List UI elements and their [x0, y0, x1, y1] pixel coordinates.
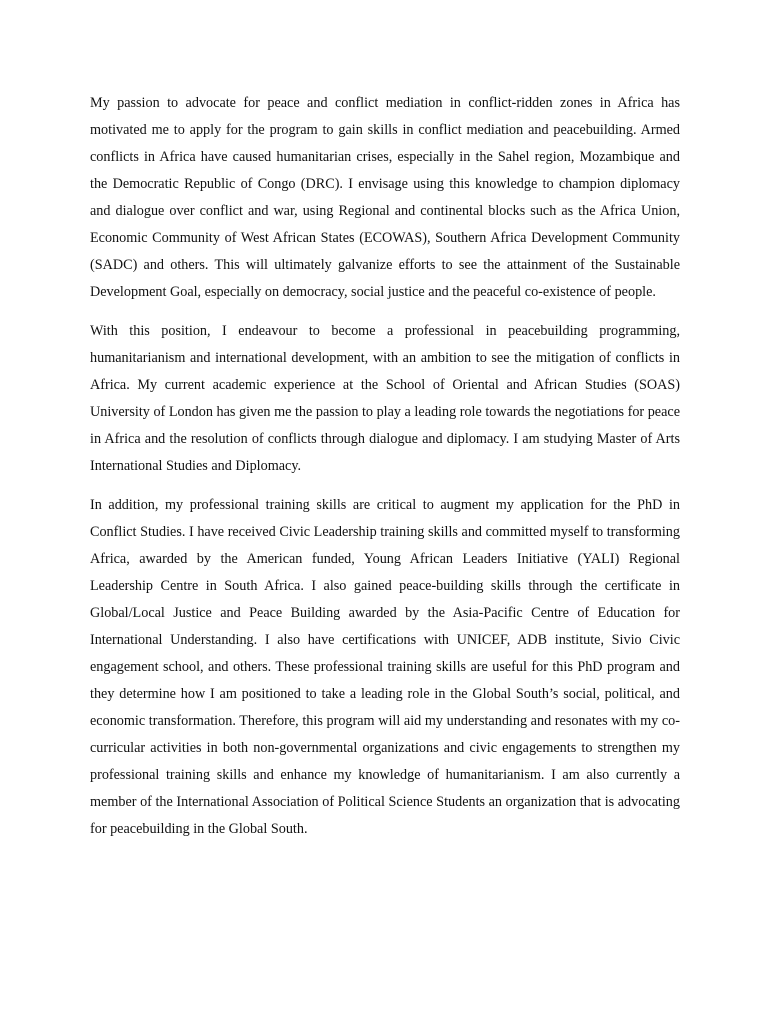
paragraph-motivation: My passion to advocate for peace and conflict mediation in conflict-ridden zones in Africa has motivated me to apply for the program to gain skills in conflict mediation and peacebuilding. Armed conflicts in Africa have caused humanitarian crises, especially in the Sahel region, Mozambique and the Democratic Republic of Congo (DRC). I envisage using this knowledge to champion diplomacy and dialogue over conflict and war, using Regional and continental blocks such as the Africa Union, Economic Community of West African States (ECOWAS), Southern Africa Development Community (SADC) and others. This will ultimately galvanize efforts to see the attainment of the Sustainable Development Goal, especially on democracy, social justice and the peaceful co-existence of people.	[90, 95, 680, 300]
paragraph-training-skills: In addition, my professional training skills are critical to augment my application for the PhD in Conflict Studies. I have received Civic Leadership training skills and committed myself to transforming Africa, awarded by the American funded, Young African Leaders Initiative (YALI) Regional Leadership Centre in South Africa. I also gained peace-building skills through the certificate in Global/Local Justice and Peace Building awarded by the Asia-Pacific Centre of Education for International Understanding. I also have certifications with UNICEF, ADB institute, Sivio Civic engagement school, and others. These professional training skills are useful for this PhD program and they determine how I am positioned to take a leading role in the Global South’s social, political, and economic transformation. Therefore, this program will aid my understanding and resonates with my co-curricular activities in both non-governmental organizations and civic engagements to strengthen my professional training skills and enhance my knowledge of humanitarianism. I am also currently a member of the International Association of Political Science Students an organization that is advocating for peacebuilding in the Global South.	[90, 497, 680, 837]
document-body	[90, 90, 680, 855]
paragraph-career-goals: With this position, I endeavour to become a professional in peacebuilding programming, humanitarianism and international development, with an ambition to see the mitigation of conflicts in Africa. My current academic experience at the School of Oriental and African Studies (SOAS) University of London has given me the passion to play a leading role towards the negotiations for peace in Africa and the resolution of conflicts through dialogue and diplomacy. I am studying Master of Arts International Studies and Diplomacy.	[90, 323, 680, 474]
